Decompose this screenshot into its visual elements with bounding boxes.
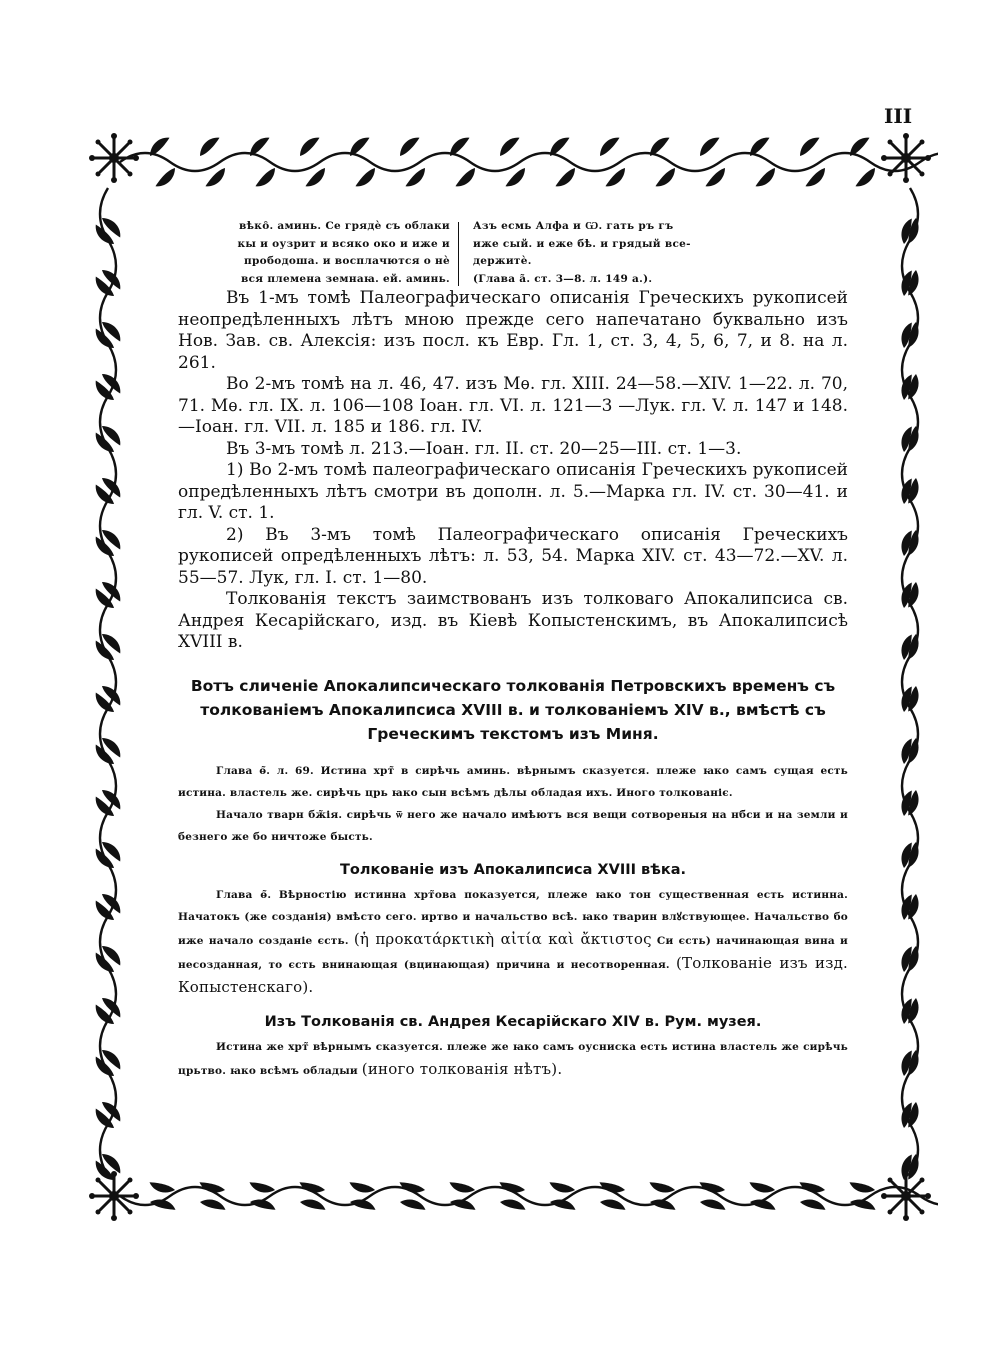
vine-leaf [595, 135, 622, 157]
paragraph-volume-3: Въ 3-мъ томѣ л. 213.—Іоан. гл. II. ст. 20—25—III. ст. 1—3. [226, 438, 742, 459]
vine-leaf [652, 168, 679, 190]
quote-right-line: Азъ есмь Алфа и Ѡ. гать ръ гъ [473, 220, 674, 232]
vine-leaf [195, 135, 222, 157]
vine-leaf [350, 1194, 377, 1216]
quote-right-line: иже сый. и еже бѣ. и грядый все- [473, 237, 691, 250]
slavonic-passage: Глава ѳ̃. л. 69. Истина хрт̃ в сирѣчь аминь. вѣрнымъ сказуется. плеже ꙗко самъ сущая есть истина. властель же. сирѣчь црь ꙗко сын всѣмъ дѣлы обладая ихъ. Иного толкованіє. [178, 764, 848, 799]
commentary-xviii-continued: Си єсть) начинающая вина и несозданная, то єсть внинающая (вцинающая) причина и несотворенная. [178, 934, 849, 971]
vine-leaf [702, 168, 729, 190]
slavonic-quote-block [178, 218, 848, 288]
vine-leaf [150, 1194, 177, 1216]
vine-leaf [750, 1194, 777, 1216]
greek-phrase: (ἡ προκατάρκτικὴ αἰτία καὶ ἄκτιστος [353, 929, 652, 948]
slavonic-passage: Начало тварн бж̃ія. сирѣчь ѿ него же начало имѣютъ вся вещи сотвореныя на нб̃си и на земли и безнего же бо ничтоже бысть. [178, 808, 848, 843]
vine-leaf [302, 168, 329, 190]
vine-leaf [402, 168, 429, 190]
vine-leaf [250, 1194, 277, 1216]
vine-leaf [795, 135, 822, 157]
quote-left-line: вся племена земнаꙗ. ей. аминь. [241, 272, 450, 285]
quote-left-line: прободоша. и восплачются о нѐ [244, 255, 450, 267]
commentary-xviii [178, 884, 848, 1000]
vine-leaf [252, 168, 279, 190]
vine-leaf [802, 168, 829, 190]
vine-leaf [452, 168, 479, 190]
vine-leaf [495, 135, 522, 157]
commentary-xiv [178, 1036, 848, 1082]
vine-leaf [650, 1194, 677, 1216]
quote-right-line: держитѐ. [473, 255, 532, 267]
vine-leaf [295, 135, 322, 157]
quote-right-column [459, 218, 848, 288]
vine-leaf [352, 168, 379, 190]
vine-leaf [550, 1194, 577, 1216]
vine-leaf [850, 1194, 877, 1216]
quote-left-line: кы и оузрит и всяко око и иже и [237, 237, 450, 250]
vine-leaf [450, 1194, 477, 1216]
comparison-heading: Вотъ сличеніе Апокалипсическаго толкованія Петровскихъ временъ съ толкованіемъ Апокалипсиса XVIII в. и толкованіемъ XIV в., вмѣстѣ съ Греческимъ текстомъ изъ Миня. [190, 676, 836, 743]
vine-leaf [695, 135, 722, 157]
vine-leaf [752, 168, 779, 190]
page-number: III [884, 104, 913, 128]
paragraph-volume-2: Во 2-мъ томѣ на л. 46, 47. изъ Мѳ. гл. XIII. 24—58.—XIV. 1—22. л. 70, 71. Мѳ. гл. IX. л. 106—108 Іоан. гл. VI. л. 121—3 —Лук. гл. V. л. 147 и 148.—Іоан. гл. VII. л. 185 и 186. гл. IV. [178, 374, 848, 437]
paragraph-note-2: 2) Въ 3-мъ томѣ Палеографическаго описанія Греческихъ рукописей опредѣленныхъ лѣтъ: л. 53, 54. Марка XIV. ст. 43—72.—XV. л. 55—57. Лук, гл. I. ст. 1—80. [178, 524, 848, 588]
no-other-commentary-note: (иного толкованія нѣтъ). [361, 1059, 563, 1078]
vine-leaf [602, 168, 629, 190]
subheading-xviii-century: Толкованіе изъ Апокалипсиса XVIII вѣка. [339, 861, 687, 878]
quote-right-line: (Глава а̃. ст. 3—8. л. 149 а.). [473, 272, 653, 285]
subheading-xiv-century: Изъ Толкованія св. Андрея Кесарійскаго XIV в. Рум. музея. [264, 1013, 762, 1030]
vine-leaf [852, 168, 879, 190]
commentary-xviii-text: Глава ѳ̃. Вѣрностію истинна хрт̃ова показуется, плеже ꙗко тон существенная есть истинна. Начатокъ (же созданія) вмѣсто сего. иртво и начальство всѣ. ꙗко тварин влꙋствующее. Начальство бо иже начало созданіе єсть. [178, 888, 848, 947]
vine-leaf [552, 168, 579, 190]
paragraph-note-1: 1) Во 2-мъ томѣ палеографическаго описанія Греческихъ рукописей опредѣленныхъ лѣтъ смотри въ дополн. л. 5.—Марка гл. IV. ст. 30—41. и гл. V. ст. 1. [178, 460, 848, 523]
paragraph-source: Толкованія текстъ заимствованъ изъ толковаго Апокалипсиса св. Андрея Кесарійскаго, изд. въ Кіевѣ Копыстенскимъ, въ Апокалипсисѣ XVIII в. [178, 589, 848, 652]
paragraph-volume-1: Въ 1-мъ томѣ Палеографическаго описанія Греческихъ рукописей неопредѣленныхъ лѣтъ мною прежде сего напечатано буквально изъ Нов. Зав. св. Алексія: изъ посл. къ Евр. Гл. 1, ст. 3, 4, 5, 6, 7, и 8. на л. 261. [178, 288, 848, 373]
quote-left-column [178, 218, 458, 288]
vine-leaf [152, 168, 179, 190]
page-content [178, 218, 848, 1082]
vine-leaf [395, 135, 422, 157]
quote-left-line: вѣко̑. аминь. Се грядѐ съ облаки [239, 220, 450, 232]
vine-leaf [202, 168, 229, 190]
edition-note: (Толкованіе изъ изд. Копыстенскаго). [178, 953, 849, 996]
vine-leaf [502, 168, 529, 190]
commentary-xiv-text: Истина же хрт̃ вѣрнымъ сказуется. плеже же ꙗко самъ оусниска есть истина властель же сирѣчь црьтво. ꙗко всѣмъ обладыи [178, 1040, 848, 1077]
